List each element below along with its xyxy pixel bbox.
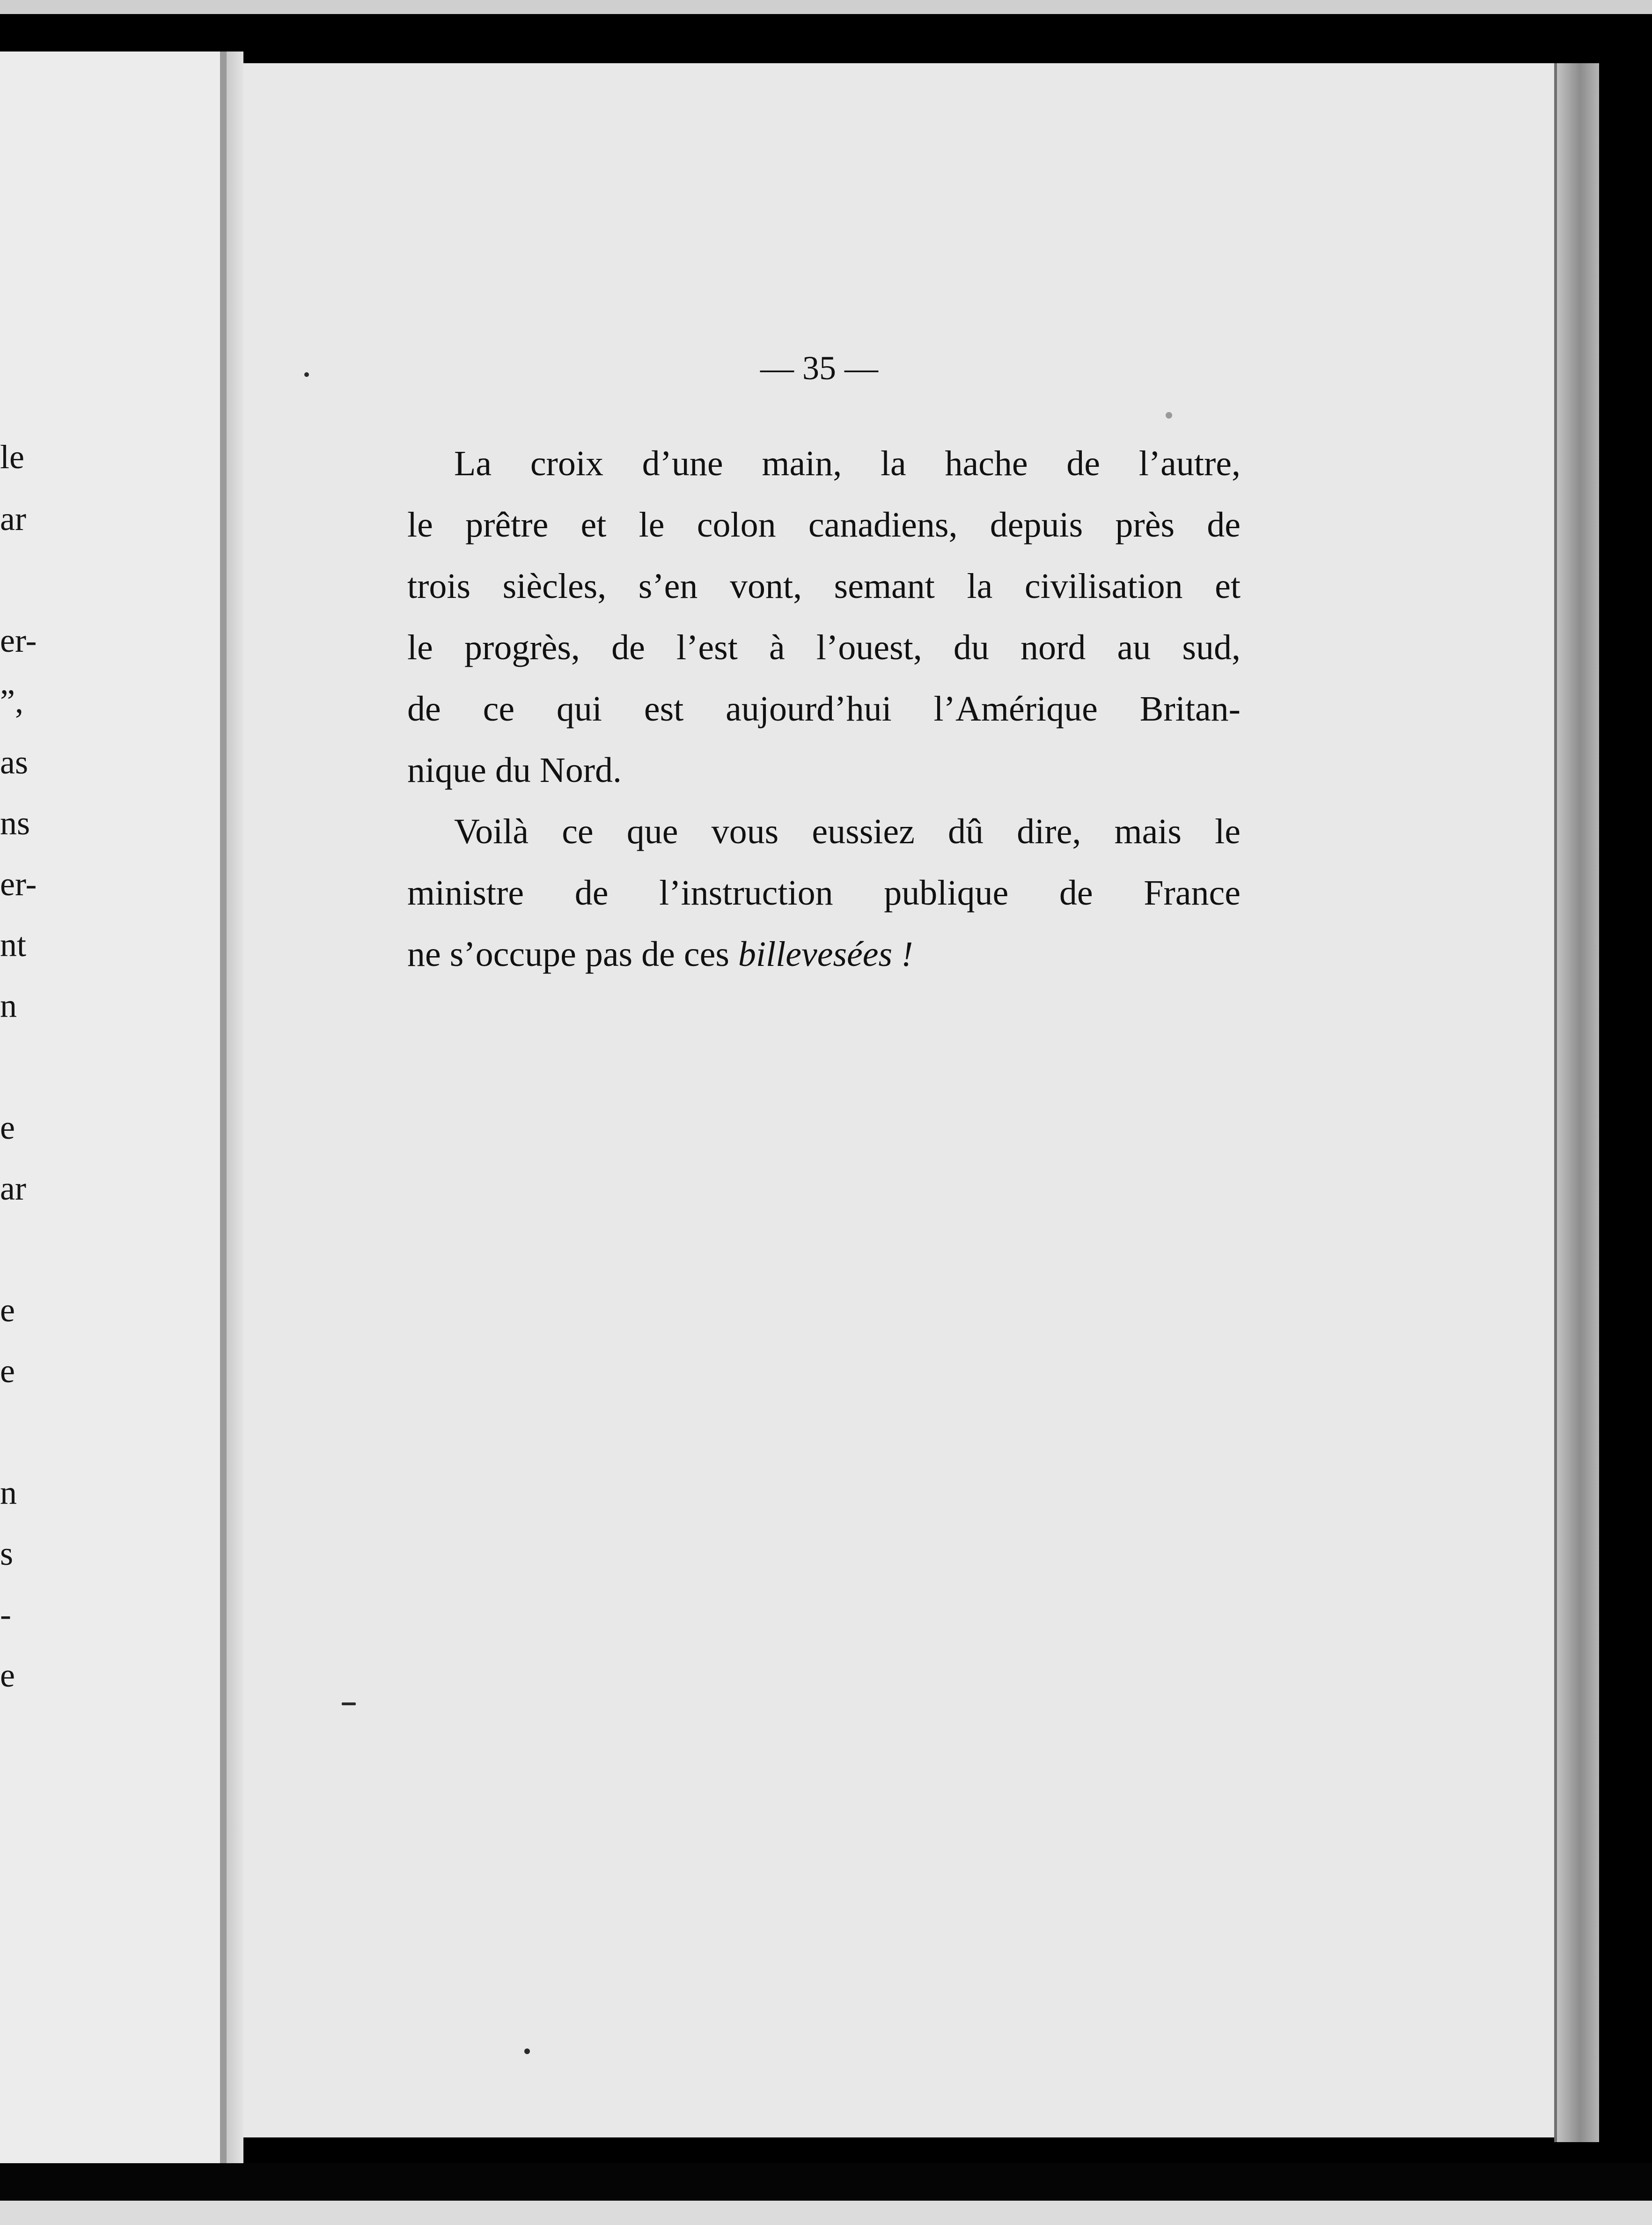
- left-fragment: -: [0, 1596, 11, 1633]
- left-fragment: le: [0, 438, 24, 476]
- gutter-shadow: [227, 52, 243, 2163]
- left-fragment: e: [0, 1109, 15, 1146]
- text-line: le progrès, de l’est à l’ouest, du nord au sud,: [407, 628, 1241, 667]
- left-fragment: e: [0, 1352, 15, 1390]
- left-fragment: ”,: [0, 683, 23, 720]
- scan-speck: [304, 372, 309, 377]
- scan-border-bottom-light: [0, 2201, 1652, 2225]
- body-text: [407, 433, 1241, 985]
- text-line-plain: ne s’occupe pas de ces: [407, 935, 738, 974]
- scan-speck: [342, 1702, 356, 1705]
- page-number: — 35 —: [760, 349, 878, 387]
- left-fragment: e: [0, 1291, 15, 1329]
- scan-border-top: [0, 0, 1652, 14]
- left-fragment: as: [0, 744, 28, 781]
- left-fragment: er-: [0, 622, 37, 659]
- left-fragment: er-: [0, 865, 37, 903]
- left-fragment: e: [0, 1657, 15, 1694]
- page-edge: [1554, 63, 1599, 2142]
- text-line: trois siècles, s’en vont, semant la civilisation et: [407, 567, 1241, 606]
- left-fragment: s: [0, 1535, 14, 1572]
- text-line: ministre de l’instruction publique de France: [407, 873, 1241, 913]
- scan-speck: [524, 2048, 530, 2054]
- left-fragment: nt: [0, 926, 27, 964]
- left-facing-page: [0, 52, 220, 2163]
- text-line: La croix d’une main, la hache de l’autre,: [454, 444, 1241, 483]
- text-line: Voilà ce que vous eussiez dû dire, mais le: [454, 812, 1241, 851]
- right-page: [243, 63, 1564, 2137]
- left-fragment: n: [0, 1474, 17, 1511]
- gutter-line: [220, 52, 227, 2163]
- left-fragment: n: [0, 987, 17, 1024]
- text-line: [407, 924, 1241, 985]
- text-line: nique du Nord.: [407, 751, 622, 790]
- scan-speck: [1166, 412, 1172, 419]
- left-fragment: ar: [0, 500, 26, 538]
- text-line: le prêtre et le colon canadiens, depuis près de: [407, 505, 1241, 545]
- left-fragment: ns: [0, 804, 30, 842]
- text-line: de ce qui est aujourd’hui l’Amérique Britan-: [407, 689, 1241, 729]
- left-fragment: ar: [0, 1170, 26, 1207]
- italic-word: billevesées !: [738, 935, 913, 974]
